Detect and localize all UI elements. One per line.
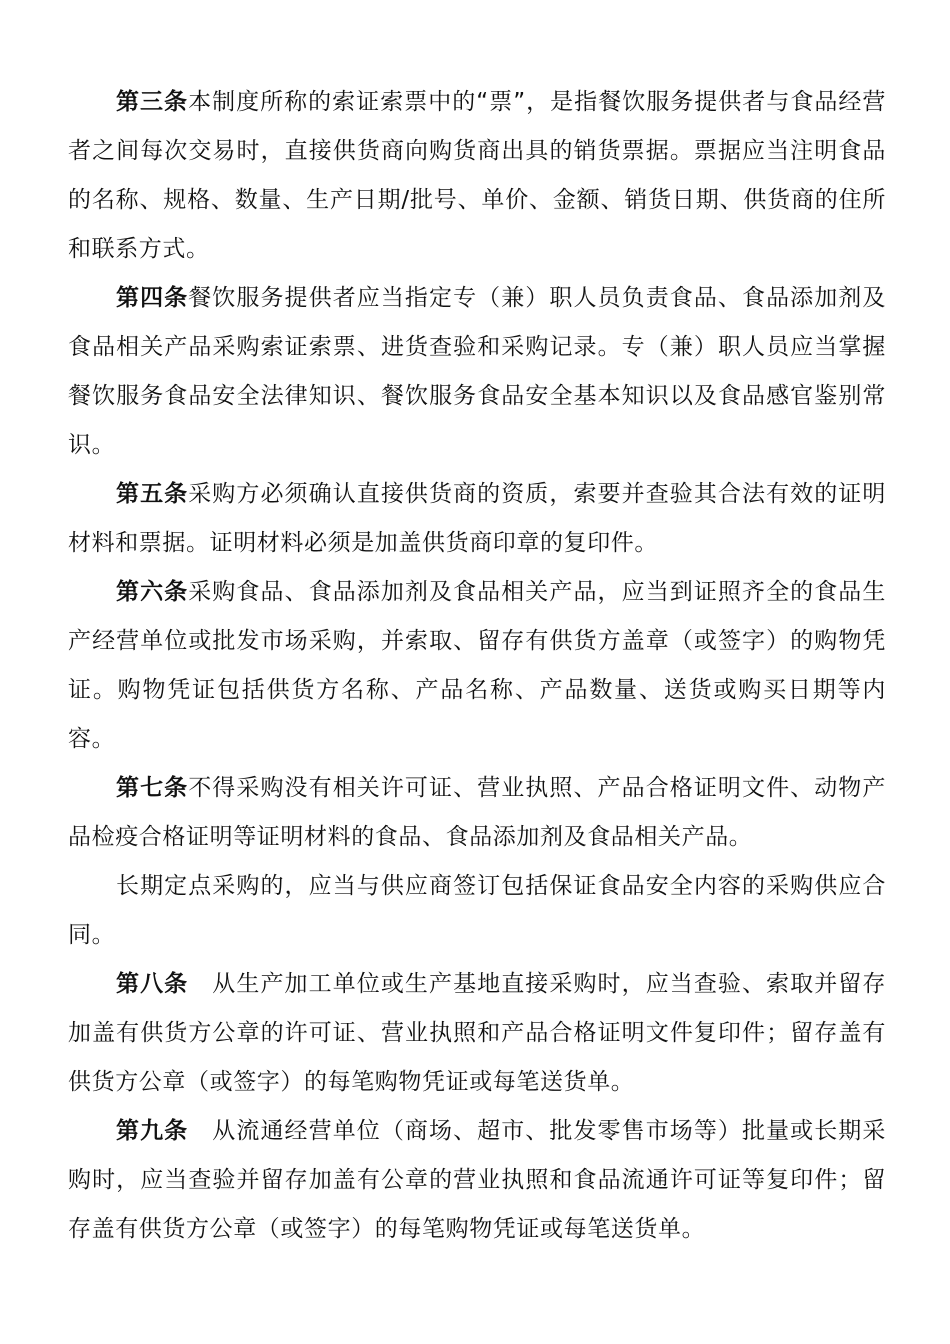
paragraph-article-7 [68,764,886,862]
article-number: 第八条 [116,971,189,997]
article-text: 本制度所称的索证索票中的“票”，是指餐饮服务提供者与食品经营者之间每次交易时，直接供货商向购货商出具的销货票据。票据应当注明食品的名称、规格、数量、生产日期/批号、单价、金额、销货日期、供货商的住所和联系方式。 [68,89,886,262]
article-text: 采购食品、食品添加剂及食品相关产品，应当到证照齐全的食品生产经营单位或批发市场采购，并索取、留存有供货方盖章（或签字）的购物凭证。购物凭证包括供货方名称、产品名称、产品数量、送货或购买日期等内容。 [68,579,886,752]
paragraph-article-8 [68,960,886,1107]
article-text: 从流通经营单位（商场、超市、批发零售市场等）批量或长期采购时，应当查验并留存加盖有公章的营业执照和食品流通许可证等复印件；留存盖有供货方公章（或签字）的每笔购物凭证或每笔送货单。 [68,1118,886,1242]
article-text: 餐饮服务提供者应当指定专（兼）职人员负责食品、食品添加剂及食品相关产品采购索证索票、进货查验和采购记录。专（兼）职人员应当掌握餐饮服务食品安全法律知识、餐饮服务食品安全基本知识以及食品感官鉴别常识。 [68,285,886,458]
paragraph-long-term-purchase [68,862,886,960]
article-text: 采购方必须确认直接供货商的资质，索要并查验其合法有效的证明材料和票据。证明材料必须是加盖供货商印章的复印件。 [68,481,886,556]
article-number: 第七条 [116,775,189,801]
document-body [68,78,886,1254]
paragraph-article-5 [68,470,886,568]
article-number: 第九条 [116,1118,189,1144]
article-text: 不得采购没有相关许可证、营业执照、产品合格证明文件、动物产品检疫合格证明等证明材料的食品、食品添加剂及食品相关产品。 [68,775,886,850]
article-text: 长期定点采购的，应当与供应商签订包括保证食品安全内容的采购供应合同。 [68,873,886,948]
article-number: 第三条 [116,89,189,115]
paragraph-article-9 [68,1107,886,1254]
article-number: 第四条 [116,285,189,311]
article-number: 第六条 [116,579,189,605]
paragraph-article-6 [68,568,886,764]
article-text: 从生产加工单位或生产基地直接采购时，应当查验、索取并留存加盖有供货方公章的许可证、营业执照和产品合格证明文件复印件；留存盖有供货方公章（或签字）的每笔购物凭证或每笔送货单。 [68,971,886,1095]
article-number: 第五条 [116,481,189,507]
paragraph-article-3 [68,78,886,274]
paragraph-article-4 [68,274,886,470]
